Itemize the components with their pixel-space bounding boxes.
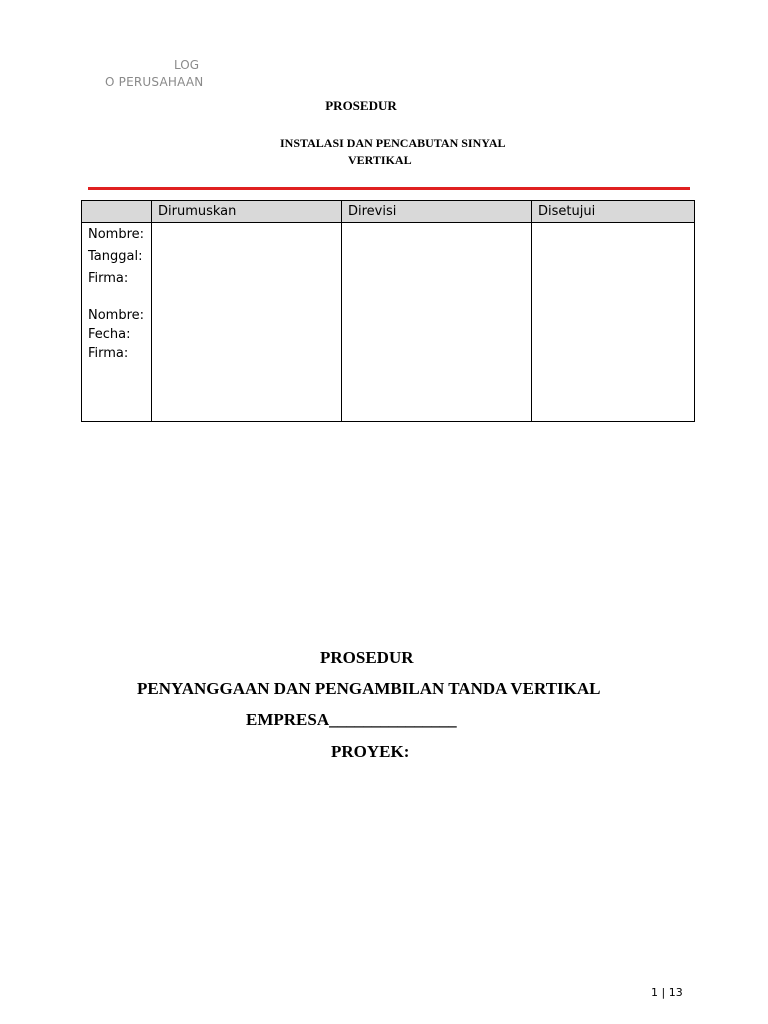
approval-table-header-row <box>82 201 695 223</box>
body-title: PROSEDUR <box>320 648 414 667</box>
header-cell-disetujui: Disetujui <box>532 201 695 223</box>
label-firma-2: Firma: <box>88 346 129 361</box>
body-heading: PENYANGGAAN DAN PENGAMBILAN TANDA VERTIKAL <box>137 679 601 698</box>
label-fecha: Fecha: <box>88 327 131 342</box>
logo-text-line2: O PERUSAHAAN <box>105 75 204 89</box>
document-subtitle-line1: INSTALASI DAN PENCABUTAN SINYAL <box>280 136 506 150</box>
approval-table <box>81 200 695 422</box>
red-divider-rule <box>88 187 690 190</box>
signature-cell-dirumuskan[interactable] <box>152 223 342 422</box>
company-line: EMPRESA_______________ <box>246 710 457 729</box>
page-number: 1 | 13 <box>651 986 683 999</box>
approval-table-body-row <box>82 223 695 422</box>
document-subtitle-line2: VERTIKAL <box>348 153 412 167</box>
logo-text-line1: LOG <box>174 58 200 72</box>
label-cell <box>82 223 152 422</box>
document-title-top <box>0 98 768 114</box>
signature-cell-direvisi[interactable] <box>342 223 532 422</box>
document-title-text: PROSEDUR <box>325 98 397 113</box>
header-cell-direvisi: Direvisi <box>342 201 532 223</box>
label-tanggal: Tanggal: <box>88 249 143 264</box>
label-firma: Firma: <box>88 271 129 286</box>
project-line: PROYEK: <box>331 742 410 761</box>
signature-cell-disetujui[interactable] <box>532 223 695 422</box>
label-nombre: Nombre: <box>88 227 145 242</box>
header-cell-dirumuskan: Dirumuskan <box>152 201 342 223</box>
header-cell-blank <box>82 201 152 223</box>
label-nombre-2: Nombre: <box>88 308 145 323</box>
